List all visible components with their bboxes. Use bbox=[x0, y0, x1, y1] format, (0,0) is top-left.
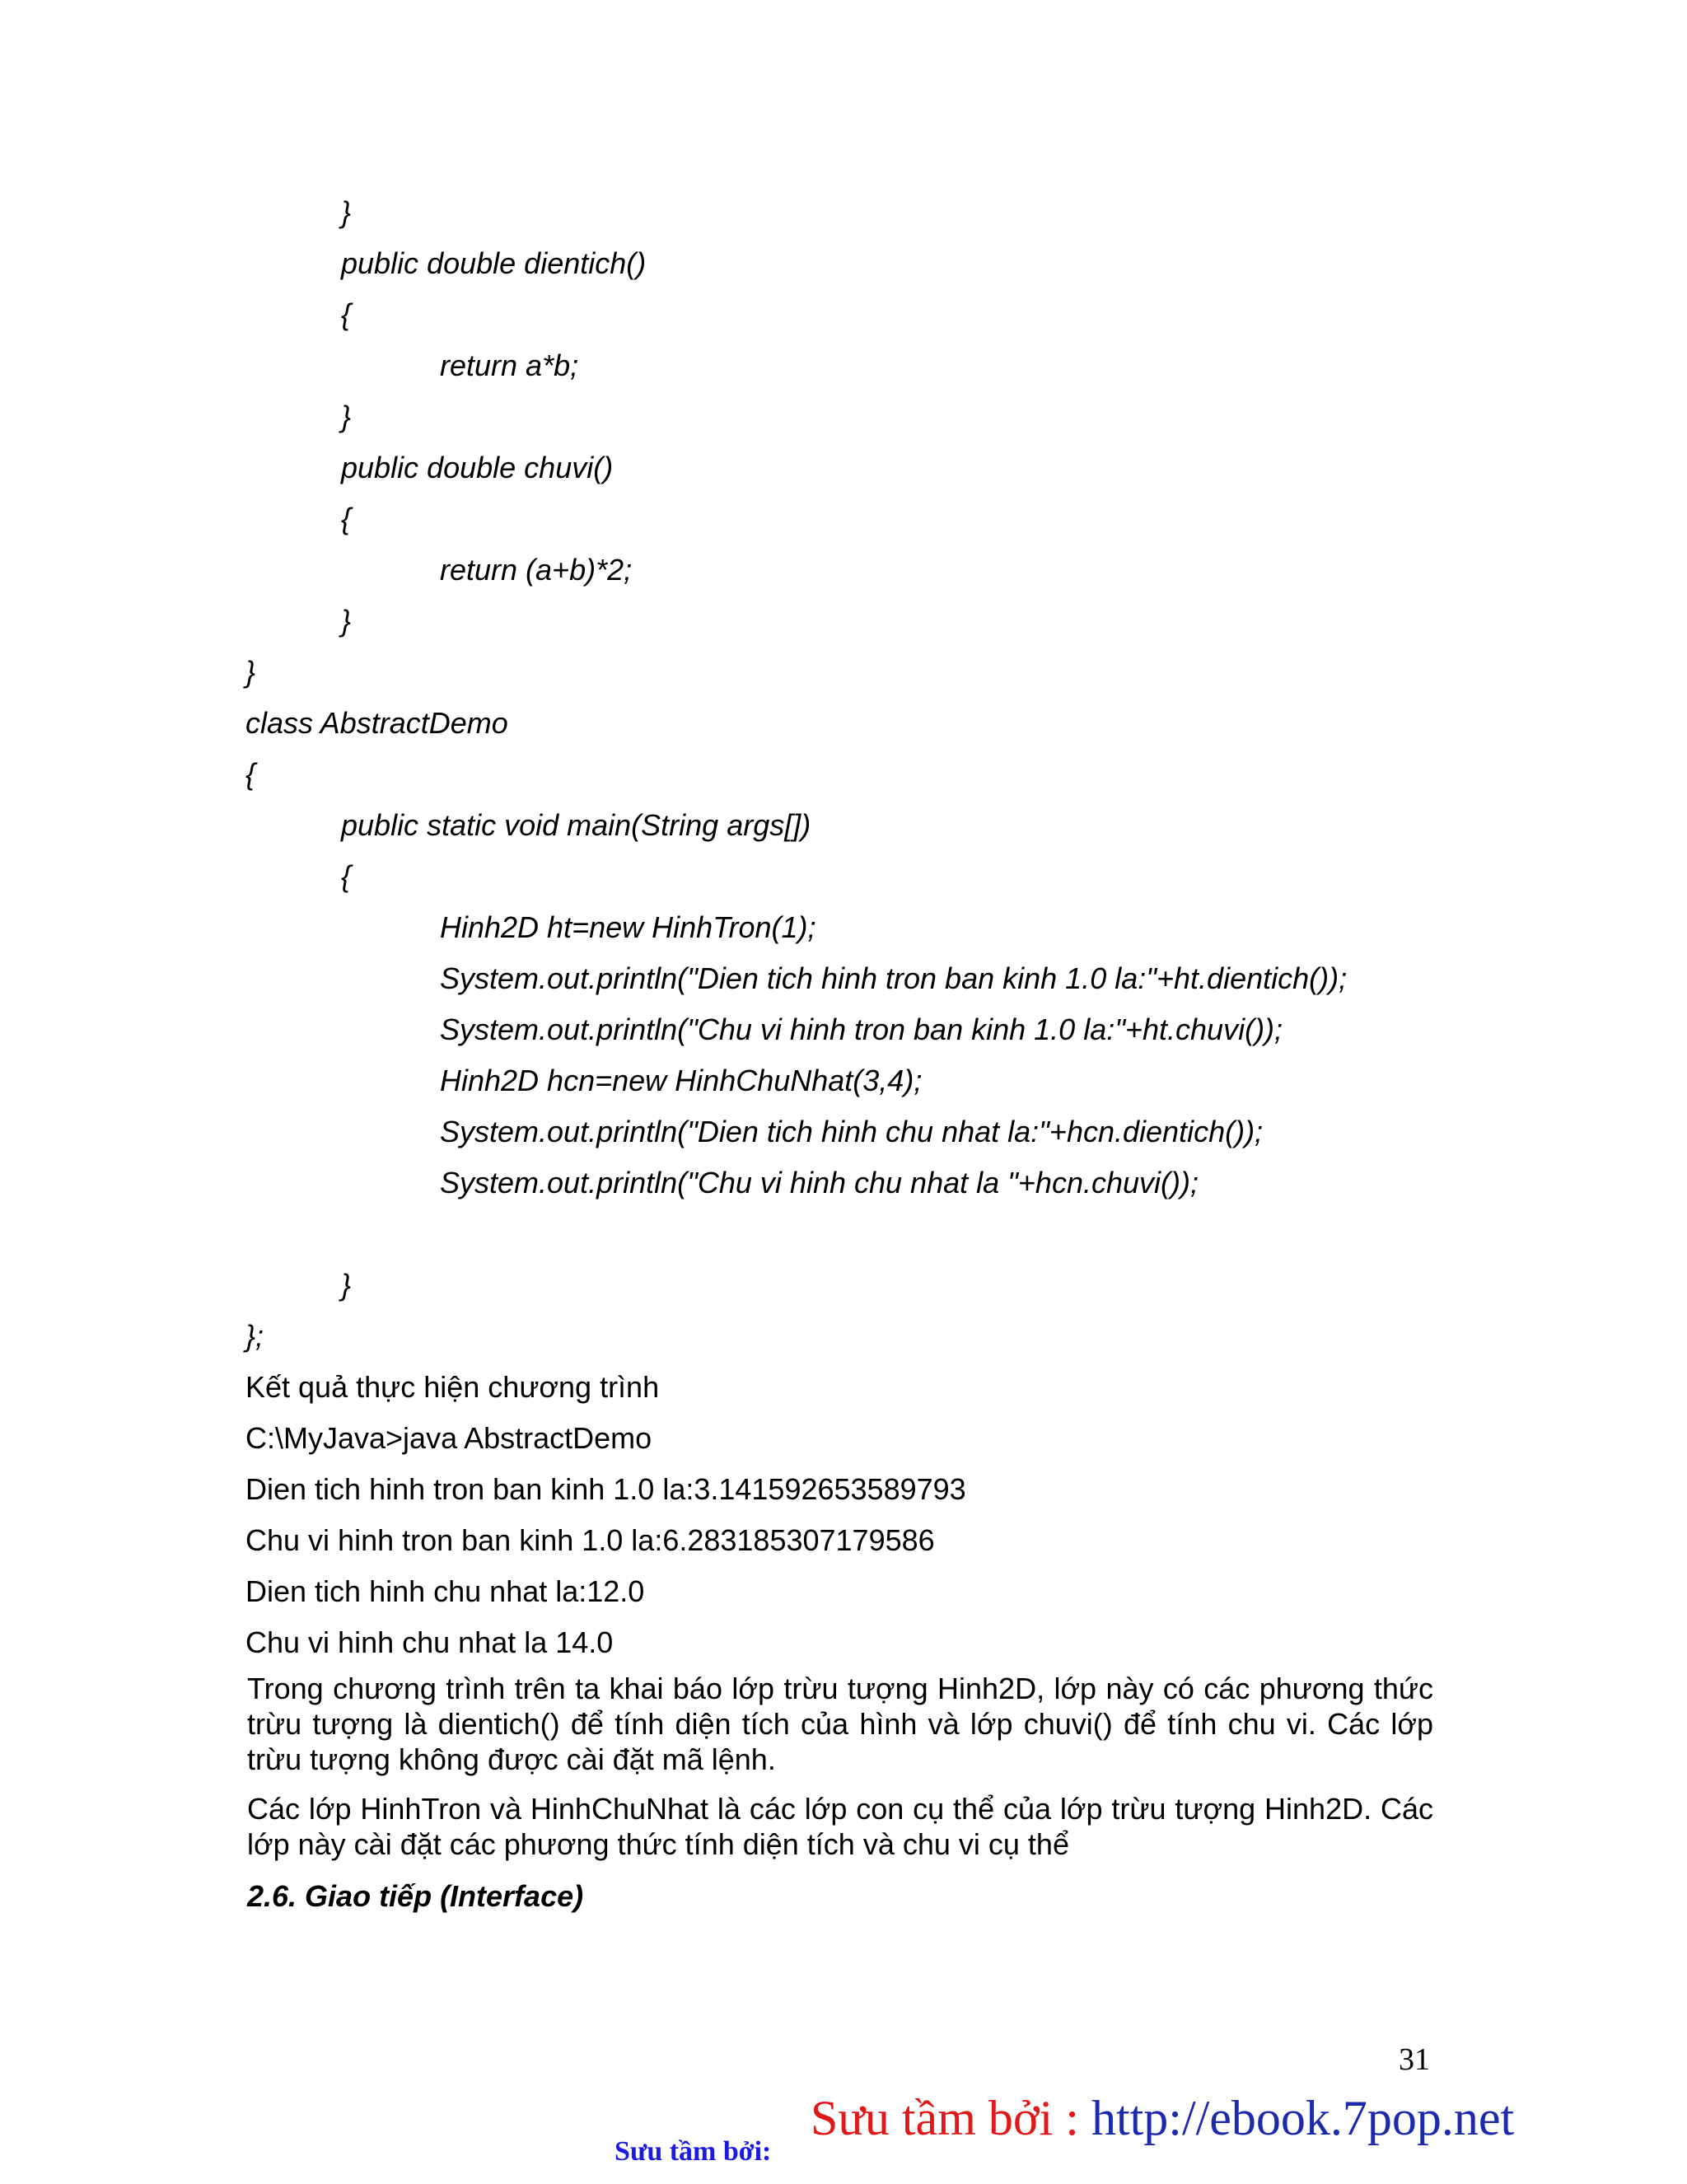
code-line: System.out.println("Dien tich hinh tron ban kinh 1.0 la:"+ht.dientich()); bbox=[440, 961, 1348, 995]
code-line: { bbox=[245, 757, 256, 791]
code-line: System.out.println("Chu vi hinh chu nhat la "+hcn.chuvi()); bbox=[440, 1166, 1199, 1200]
output-line: Chu vi hinh chu nhat la 14.0 bbox=[245, 1625, 614, 1659]
section-heading: 2.6. Giao tiếp (Interface) bbox=[247, 1879, 584, 1913]
body-paragraph: Trong chương trình trên ta khai báo lớp trừu tượng Hinh2D, lớp này có các phương thức trừu tượng là dientich() để tính diện tích của hình và lớp chuvi() để tính chu vi. Các lớp trừu tượng không được cài đặt mã lệnh. bbox=[247, 1672, 1433, 1776]
code-line: { bbox=[341, 859, 352, 893]
code-line: class AbstractDemo bbox=[245, 706, 508, 740]
code-line: public double dientich() bbox=[341, 246, 647, 280]
output-line: Chu vi hinh tron ban kinh 1.0 la:6.283185307179586 bbox=[245, 1523, 935, 1557]
code-line: public static void main(String args[]) bbox=[341, 808, 811, 842]
code-line: { bbox=[341, 297, 352, 331]
code-line: } bbox=[341, 195, 352, 229]
code-line: } bbox=[245, 655, 256, 689]
code-line: System.out.println("Chu vi hinh tron ban kinh 1.0 la:"+ht.chuvi()); bbox=[440, 1012, 1283, 1046]
footer-label: Sưu tầm bởi: bbox=[615, 2136, 772, 2167]
output-intro: Kết quả thực hiện chương trình bbox=[245, 1370, 660, 1404]
code-line: Hinh2D hcn=new HinhChuNhat(3,4); bbox=[440, 1064, 923, 1097]
footer-banner bbox=[811, 2089, 1514, 2147]
output-line: C:\MyJava>java AbstractDemo bbox=[245, 1421, 652, 1455]
code-line: System.out.println("Dien tich hinh chu nhat la:"+hcn.dientich()); bbox=[440, 1115, 1264, 1148]
code-line: } bbox=[341, 604, 352, 638]
code-line: return a*b; bbox=[440, 348, 579, 382]
code-line: Hinh2D ht=new HinhTron(1); bbox=[440, 910, 816, 944]
footer-banner-prefix: Sưu tầm bởi : bbox=[811, 2091, 1091, 2145]
footer-banner-url[interactable]: http://ebook.7pop.net bbox=[1091, 2091, 1515, 2145]
code-line: { bbox=[341, 502, 352, 535]
body-paragraph: Các lớp HinhTron và HinhChuNhat là các lớp con cụ thể của lớp trừu tượng Hinh2D. Các lớp này cài đặt các phương thức tính diện tích và chu vi cụ thể bbox=[247, 1792, 1433, 1861]
code-line: public double chuvi() bbox=[341, 451, 614, 484]
output-line: Dien tich hinh tron ban kinh 1.0 la:3.141592653589793 bbox=[245, 1472, 966, 1506]
output-line: Dien tich hinh chu nhat la:12.0 bbox=[245, 1574, 645, 1608]
page-number: 31 bbox=[1399, 2042, 1430, 2077]
code-line: } bbox=[341, 400, 352, 433]
code-line: return (a+b)*2; bbox=[440, 553, 633, 587]
code-line: } bbox=[341, 1268, 352, 1302]
code-line: }; bbox=[245, 1319, 264, 1353]
